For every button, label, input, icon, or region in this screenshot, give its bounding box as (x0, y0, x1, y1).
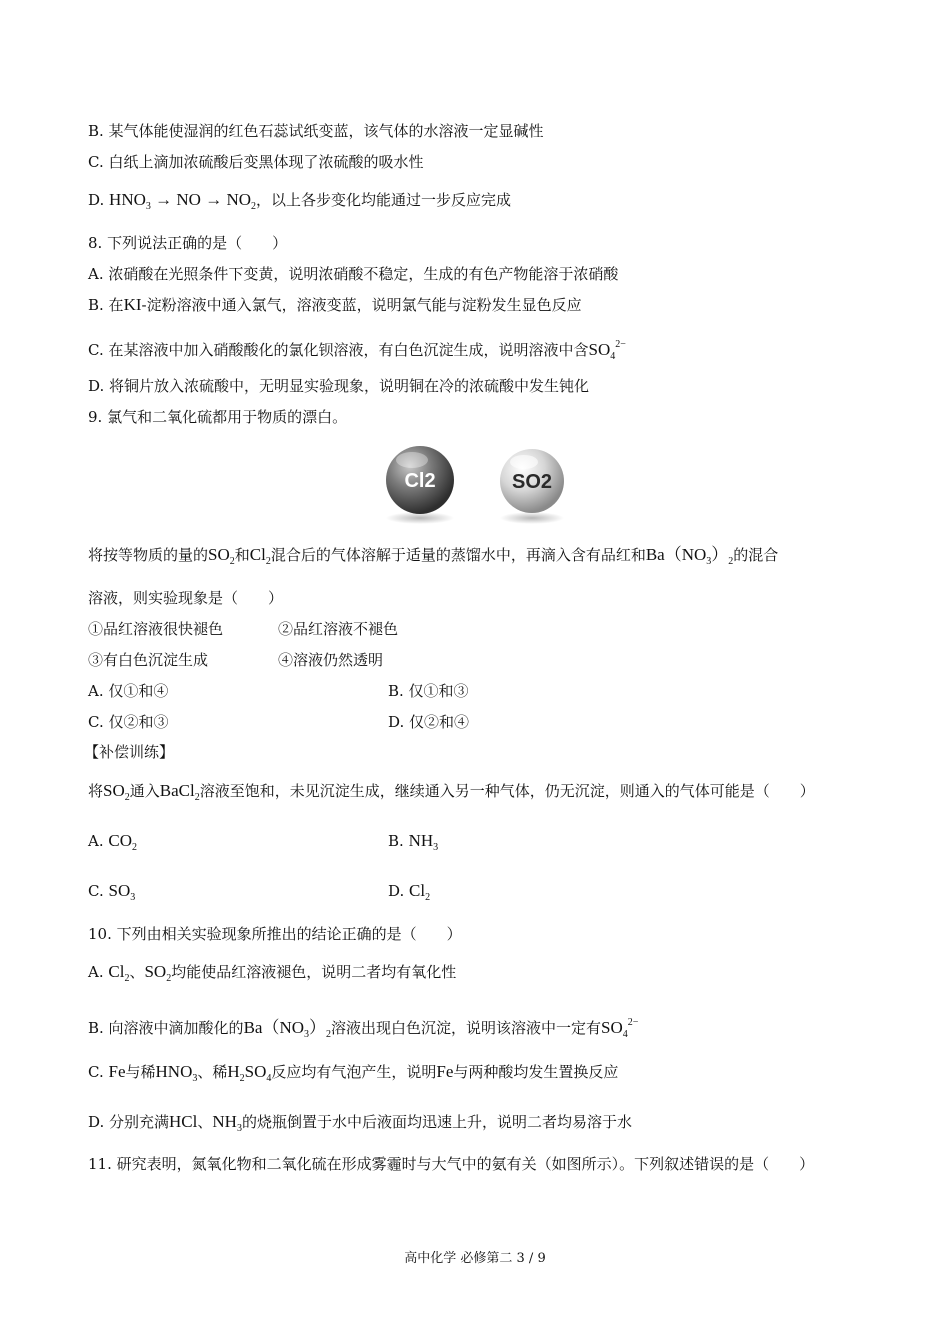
q9-options-row2: C. 仅②和③ D. 仅②和④ (88, 713, 470, 731)
q10-option-a: A. $Cl_2$、$SO_2$均能使品红溶液褪色，说明二者均有氧化性 (88, 962, 457, 984)
page-footer: 高中化学 必修第二 3 / 9 (404, 1251, 546, 1266)
sulfur-dioxide-ball-icon (500, 449, 564, 513)
q10-option-c: C. Fe与稀$HNO_3$、稀$H_2SO_4$反应均有气泡产生，说明Fe与两种酸均发生置换反应 (88, 1062, 619, 1084)
q8-stem: 8. 下列说法正确的是（ ） (88, 234, 288, 252)
supplementary-options-row1: A. $CO_2$ B. $NH_3$ (88, 831, 439, 853)
q7-option-b: B. 某气体能使湿润的红色石蕊试纸变蓝，该气体的水溶液一定显碱性 (88, 122, 544, 140)
q9-options-row1: A. 仅①和④ B. 仅①和③ (88, 682, 469, 700)
q10-option-b: B. 向溶液中滴加酸化的$Ba(NO_3)_2$溶液出现白色沉淀，说明该溶液中一定有$SO_4^{2-}$ (88, 1017, 639, 1040)
q8-option-a: A. 浓硝酸在光照条件下变黄，说明浓硝酸不稳定，生成的有色产物能溶于浓硝酸 (88, 265, 619, 283)
q9-items-row1: ①品红溶液很快褪色 ②品红溶液不褪色 (88, 620, 399, 638)
supplementary-options-row2: C. $SO_3$ D. $Cl_2$ (88, 881, 431, 903)
q11-stem: 11. 研究表明，氮氧化物和二氧化硫在形成雾霾时与大气中的氨有关（如图所示）。下列叙述错误的是（ ） (88, 1155, 815, 1173)
q9-question: 溶液，则实验现象是（ ） (88, 589, 284, 607)
q7-option-d: D. $HNO_3$ → NO → $NO_2$，以上各步变化均能通过一步反应完成 (88, 190, 512, 212)
gas-molecule-illustration (380, 440, 580, 530)
q8-option-d: D. 将铜片放入浓硫酸中，无明显实验现象，说明铜在冷的浓硫酸中发生钝化 (88, 377, 590, 395)
q8-option-c: C. 在某溶液中加入硝酸酸化的氯化钡溶液，有白色沉淀生成，说明溶液中含$SO_4^{2-}$ (88, 339, 626, 362)
q9-items-row2: ③有白色沉淀生成 ④溶液仍然透明 (88, 651, 384, 669)
q9-description: 将按等物质的量的$SO_2$和$Cl_2$混合后的气体溶解于适量的蒸馏水中，再滴入含有品红和$Ba(NO_3)_2$的混合 (88, 545, 779, 567)
supplementary-stem: 将$SO_2$通入BaCl$_2$溶液至饱和，未见沉淀生成，继续通入另一种气体，仍无沉淀，则通入的气体可能是（ ） (88, 781, 815, 803)
q9-stem: 9. 氯气和二氧化硫都用于物质的漂白。 (88, 408, 348, 426)
q10-option-d: D. 分别充满HCl、$NH_3$的烧瓶倒置于水中后液面均迅速上升，说明二者均易溶于水 (88, 1112, 632, 1134)
chlorine-ball-label: Cl2 (404, 470, 436, 492)
q8-option-b: B. 在KI-淀粉溶液中通入氯气，溶液变蓝，说明氯气能与淀粉发生显色反应 (88, 295, 582, 314)
q10-stem: 10. 下列由相关实验现象所推出的结论正确的是（ ） (88, 925, 462, 943)
q7-option-c: C. 白纸上滴加浓硫酸后变黑体现了浓硫酸的吸水性 (88, 153, 424, 171)
chlorine-ball-icon (386, 446, 454, 514)
sulfur-dioxide-ball-label: SO2 (511, 471, 553, 493)
supplementary-heading: 【补偿训练】 (84, 743, 175, 761)
